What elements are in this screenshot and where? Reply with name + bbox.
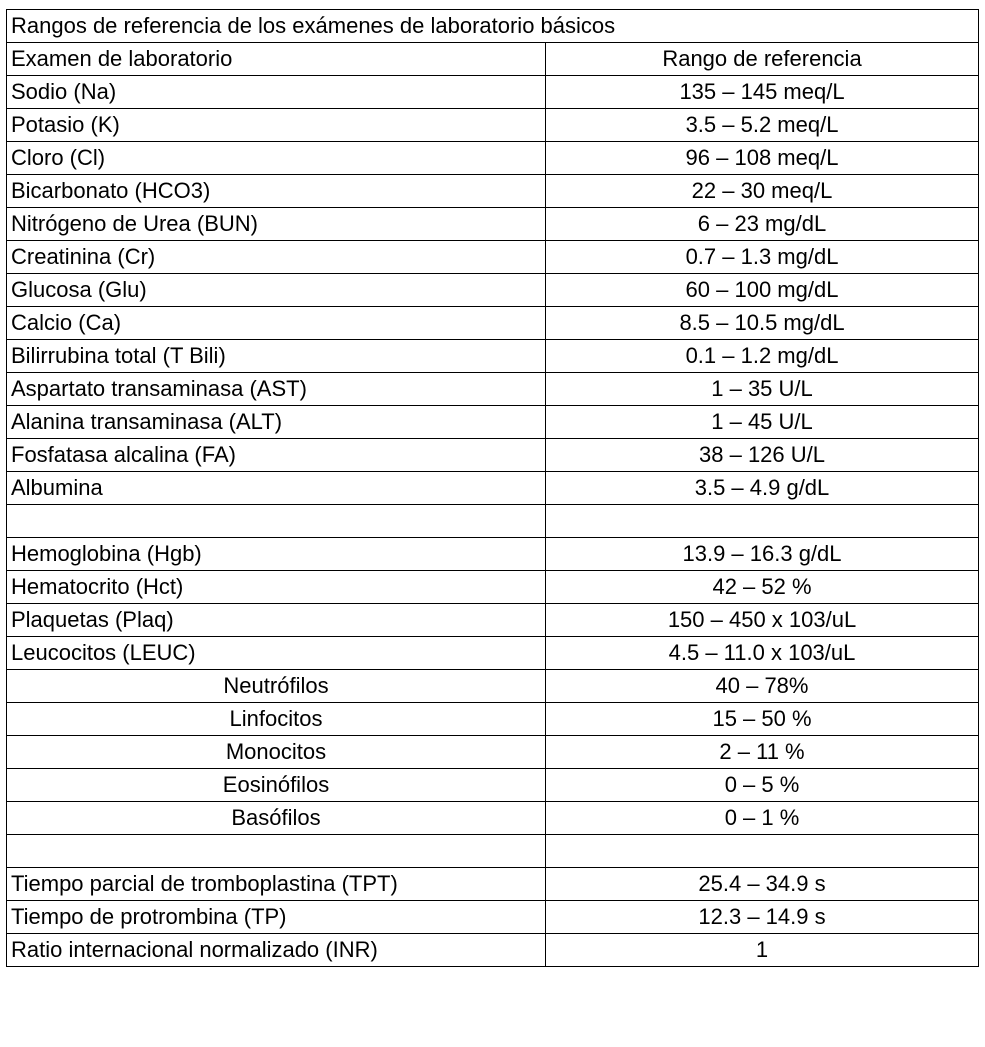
table-row (7, 670, 979, 703)
reference-range-cell[interactable]: 96 – 108 meq/L (546, 142, 979, 175)
reference-range-cell[interactable]: 4.5 – 11.0 x 103/uL (546, 637, 979, 670)
reference-range-cell[interactable]: 8.5 – 10.5 mg/dL (546, 307, 979, 340)
reference-range-cell[interactable]: 22 – 30 meq/L (546, 175, 979, 208)
exam-name-cell[interactable]: Cloro (Cl) (7, 142, 546, 175)
title-row (7, 10, 979, 43)
table-row (7, 703, 979, 736)
exam-name-cell[interactable]: Leucocitos (LEUC) (7, 637, 546, 670)
exam-name-cell[interactable]: Plaquetas (Plaq) (7, 604, 546, 637)
reference-range-cell[interactable]: 40 – 78% (546, 670, 979, 703)
reference-range-cell[interactable]: 150 – 450 x 103/uL (546, 604, 979, 637)
table-row (7, 802, 979, 835)
exam-name-cell[interactable]: Nitrógeno de Urea (BUN) (7, 208, 546, 241)
header-row (7, 43, 979, 76)
reference-range-cell[interactable]: 1 – 35 U/L (546, 373, 979, 406)
table-row (7, 505, 979, 538)
exam-name-cell[interactable] (7, 505, 546, 538)
reference-range-cell[interactable] (546, 835, 979, 868)
reference-ranges-sheet (6, 9, 978, 967)
table-row (7, 472, 979, 505)
reference-range-cell[interactable]: 13.9 – 16.3 g/dL (546, 538, 979, 571)
reference-range-cell[interactable]: 6 – 23 mg/dL (546, 208, 979, 241)
table-row (7, 571, 979, 604)
table-row (7, 406, 979, 439)
exam-name-cell[interactable]: Glucosa (Glu) (7, 274, 546, 307)
table-row (7, 208, 979, 241)
reference-range-cell[interactable]: 0.7 – 1.3 mg/dL (546, 241, 979, 274)
exam-name-cell[interactable]: Bilirrubina total (T Bili) (7, 340, 546, 373)
exam-name-cell[interactable]: Bicarbonato (HCO3) (7, 175, 546, 208)
reference-range-cell[interactable]: 1 (546, 934, 979, 967)
table-row (7, 307, 979, 340)
exam-name-cell[interactable]: Tiempo de protrombina (TP) (7, 901, 546, 934)
table-title[interactable]: Rangos de referencia de los exámenes de laboratorio básicos (7, 10, 979, 43)
table-row (7, 604, 979, 637)
exam-name-cell[interactable]: Linfocitos (7, 703, 546, 736)
table-row (7, 175, 979, 208)
column-header-range[interactable]: Rango de referencia (546, 43, 979, 76)
table-row (7, 901, 979, 934)
exam-name-cell[interactable]: Calcio (Ca) (7, 307, 546, 340)
exam-name-cell[interactable]: Monocitos (7, 736, 546, 769)
table-row (7, 274, 979, 307)
reference-range-cell[interactable]: 2 – 11 % (546, 736, 979, 769)
exam-name-cell[interactable]: Aspartato transaminasa (AST) (7, 373, 546, 406)
reference-range-cell[interactable]: 0 – 5 % (546, 769, 979, 802)
exam-name-cell[interactable]: Fosfatasa alcalina (FA) (7, 439, 546, 472)
exam-name-cell[interactable]: Neutrófilos (7, 670, 546, 703)
exam-name-cell[interactable]: Ratio internacional normalizado (INR) (7, 934, 546, 967)
reference-range-cell[interactable]: 0.1 – 1.2 mg/dL (546, 340, 979, 373)
reference-range-cell[interactable]: 135 – 145 meq/L (546, 76, 979, 109)
table-row (7, 340, 979, 373)
table-row (7, 637, 979, 670)
exam-name-cell[interactable]: Hematocrito (Hct) (7, 571, 546, 604)
table-row (7, 934, 979, 967)
exam-name-cell[interactable]: Creatinina (Cr) (7, 241, 546, 274)
reference-range-cell[interactable]: 3.5 – 5.2 meq/L (546, 109, 979, 142)
reference-range-cell[interactable]: 15 – 50 % (546, 703, 979, 736)
table-row (7, 76, 979, 109)
reference-range-cell[interactable]: 0 – 1 % (546, 802, 979, 835)
table-row (7, 538, 979, 571)
reference-ranges-table (6, 9, 979, 967)
exam-name-cell[interactable]: Alanina transaminasa (ALT) (7, 406, 546, 439)
table-row (7, 835, 979, 868)
table-row (7, 769, 979, 802)
reference-range-cell[interactable]: 3.5 – 4.9 g/dL (546, 472, 979, 505)
reference-range-cell[interactable]: 25.4 – 34.9 s (546, 868, 979, 901)
exam-name-cell[interactable]: Albumina (7, 472, 546, 505)
exam-name-cell[interactable]: Sodio (Na) (7, 76, 546, 109)
table-row (7, 109, 979, 142)
reference-range-cell[interactable] (546, 505, 979, 538)
reference-range-cell[interactable]: 12.3 – 14.9 s (546, 901, 979, 934)
reference-range-cell[interactable]: 60 – 100 mg/dL (546, 274, 979, 307)
table-row (7, 241, 979, 274)
column-header-exam[interactable]: Examen de laboratorio (7, 43, 546, 76)
table-row (7, 439, 979, 472)
reference-range-cell[interactable]: 42 – 52 % (546, 571, 979, 604)
table-row (7, 868, 979, 901)
exam-name-cell[interactable]: Potasio (K) (7, 109, 546, 142)
exam-name-cell[interactable]: Tiempo parcial de tromboplastina (TPT) (7, 868, 546, 901)
reference-range-cell[interactable]: 1 – 45 U/L (546, 406, 979, 439)
reference-range-cell[interactable]: 38 – 126 U/L (546, 439, 979, 472)
exam-name-cell[interactable] (7, 835, 546, 868)
exam-name-cell[interactable]: Eosinófilos (7, 769, 546, 802)
table-row (7, 142, 979, 175)
exam-name-cell[interactable]: Basófilos (7, 802, 546, 835)
exam-name-cell[interactable]: Hemoglobina (Hgb) (7, 538, 546, 571)
table-row (7, 373, 979, 406)
table-row (7, 736, 979, 769)
